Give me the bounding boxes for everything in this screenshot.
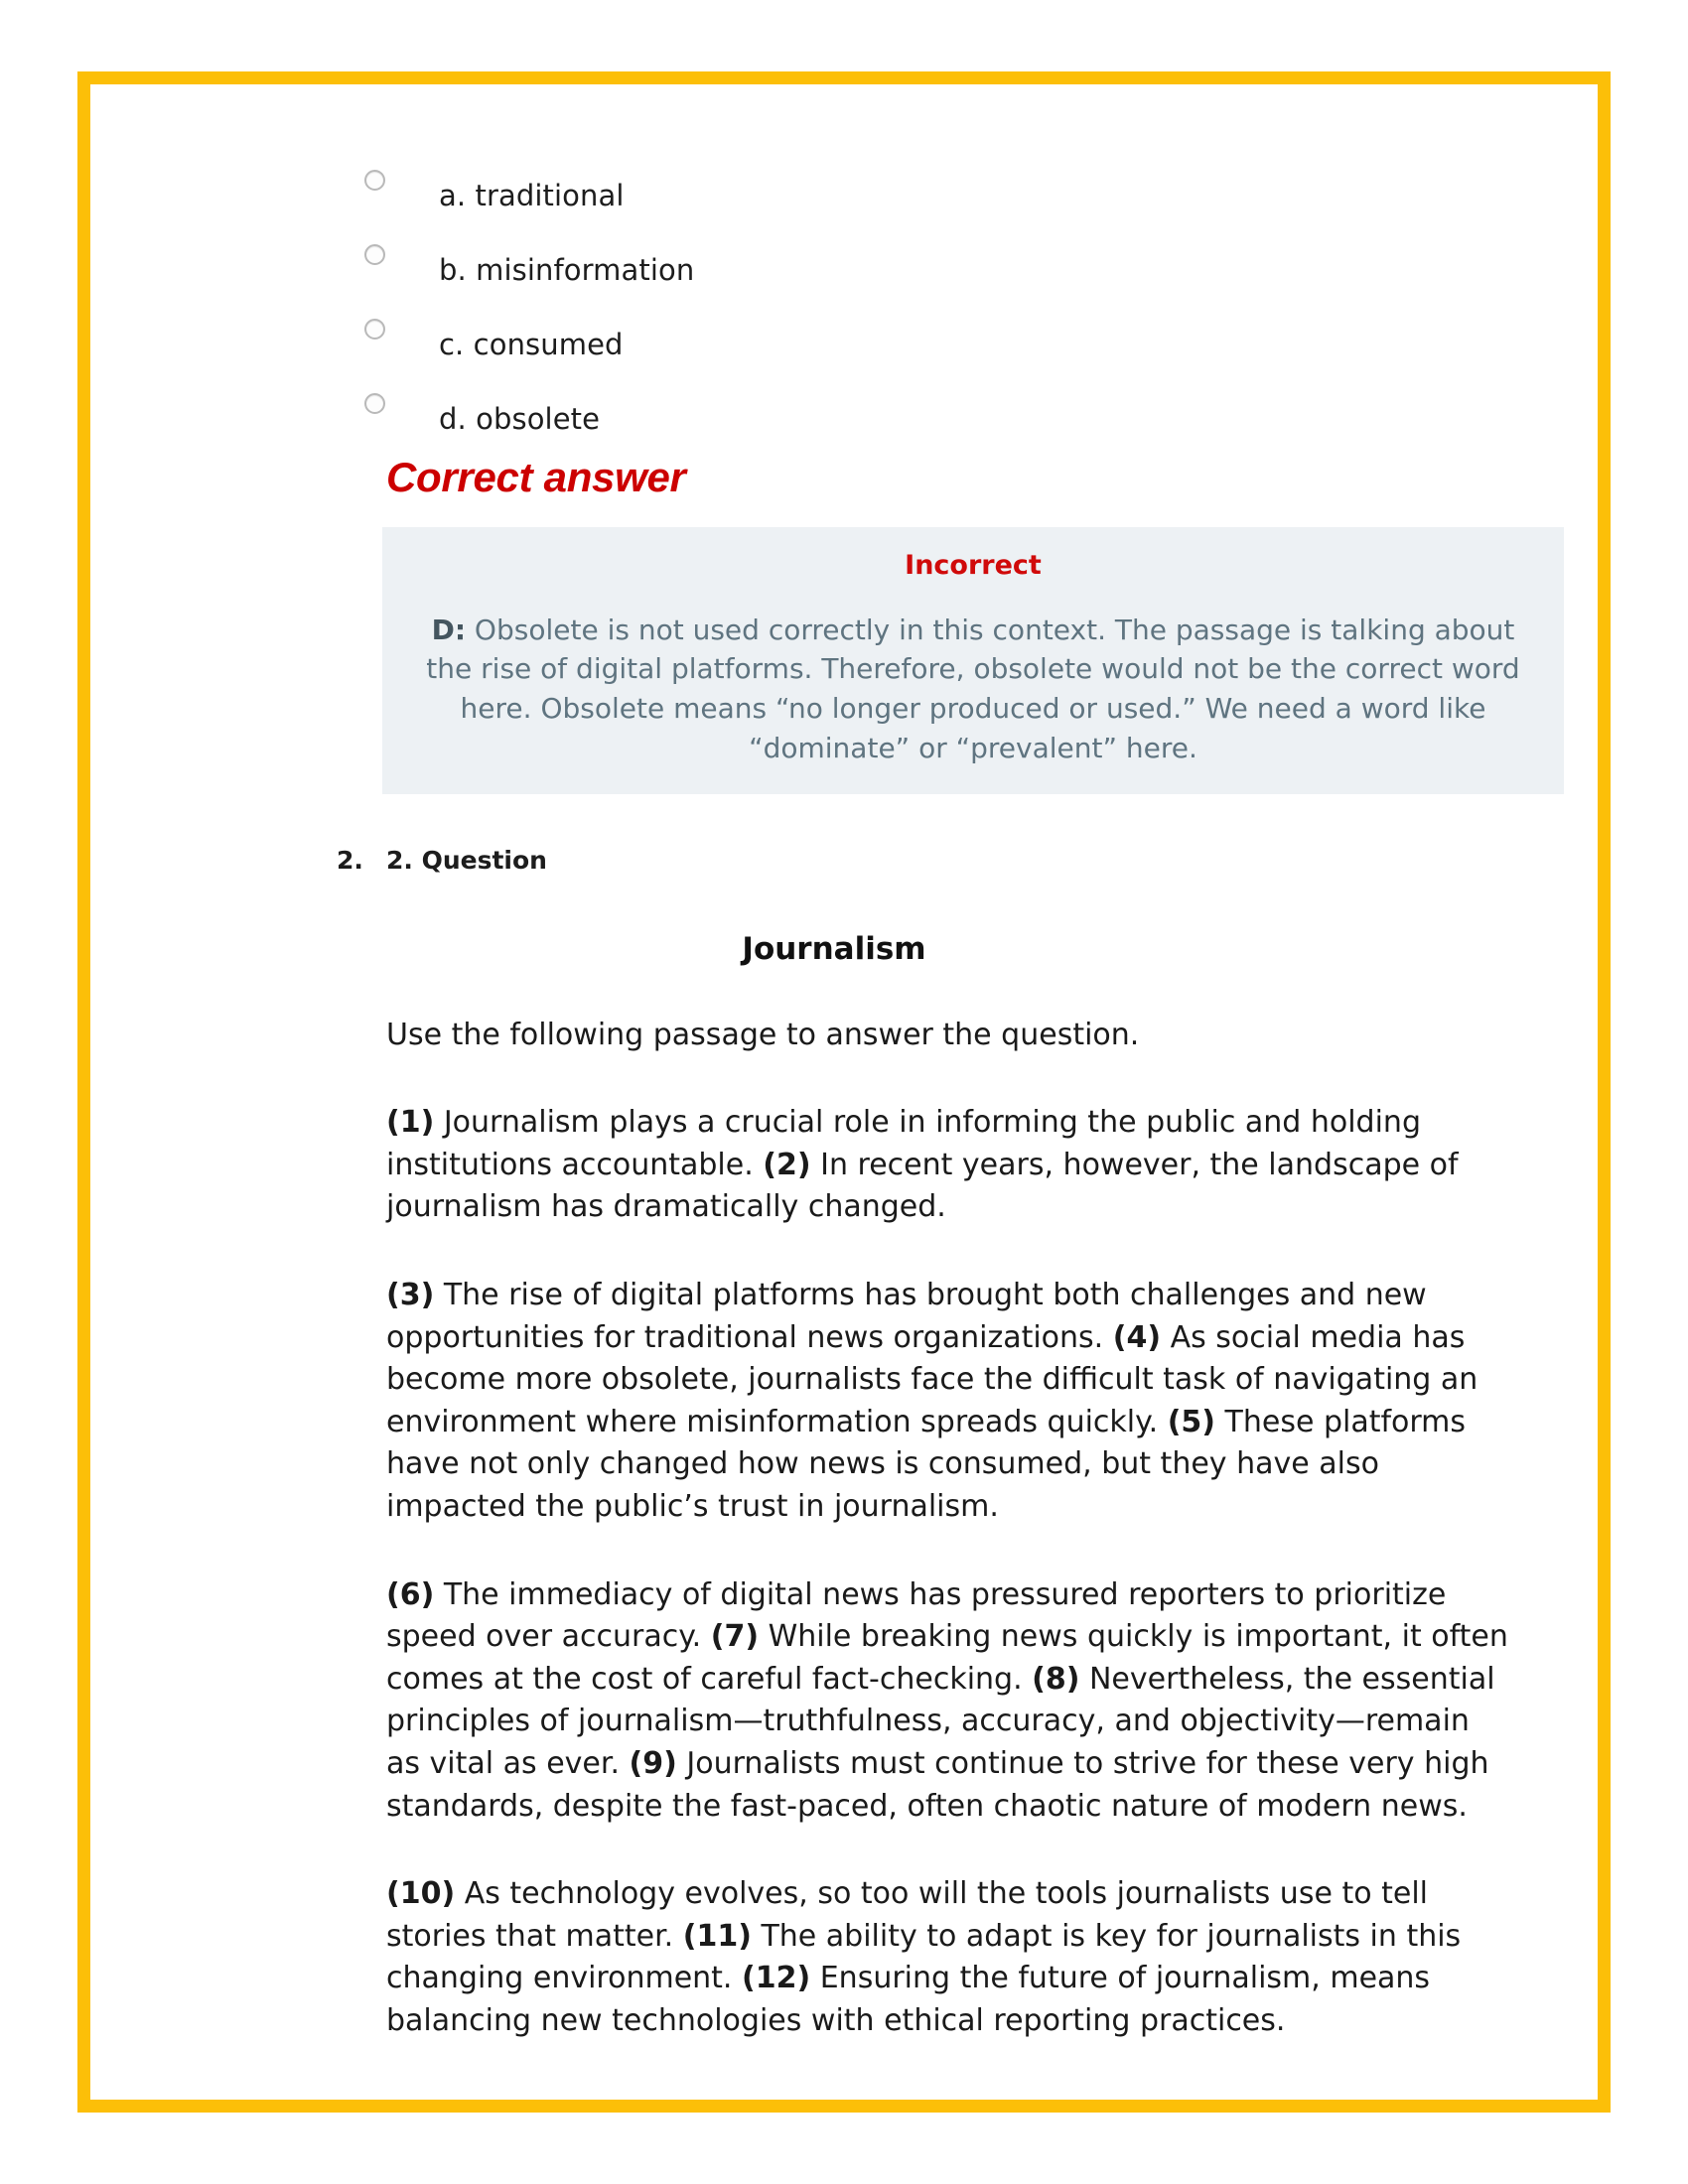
sentence-text: As technology evolves, so too will the tools journalists use to tell stories that matter.	[386, 1876, 1428, 1954]
sentence-number: (7)	[710, 1619, 760, 1655]
passage-paragraph	[386, 1275, 1508, 1529]
feedback-status-badge: Incorrect	[905, 550, 1042, 581]
passage-paragraph	[386, 1873, 1508, 2042]
radio-unselected-icon[interactable]	[364, 170, 385, 191]
feedback-explanation-text: Obsolete is not used correctly in this context. The passage is talking about the rise of digital platforms. Therefore, obsolete would not be the correct word here. Obsolete means “no longer produced or used.” We need a word like “dominate” or “prevalent” here.	[426, 613, 1520, 764]
feedback-explanation	[412, 611, 1534, 768]
passage-paragraph	[386, 1574, 1508, 1829]
answer-option-label: d. obsolete	[439, 402, 601, 436]
sentence-text: While breaking news quickly is important, it often comes at the cost of careful fact-checking.	[386, 1619, 1508, 1697]
sentence-text: Journalism plays a crucial role in informing the public and holding institutions accountable.	[386, 1105, 1421, 1182]
sentence-number: (8)	[1032, 1661, 1080, 1697]
page-border-frame	[77, 71, 1611, 2113]
answer-option[interactable]	[386, 313, 1528, 387]
answer-option-label: b. misinformation	[439, 253, 695, 287]
passage-title: Journalism	[742, 930, 926, 967]
question-marker: 2.	[337, 845, 363, 875]
answer-option[interactable]	[386, 387, 1528, 462]
sentence-text: The immediacy of digital news has pressured reporters to prioritize speed over accuracy.	[386, 1576, 1447, 1655]
sentence-number: (11)	[682, 1918, 752, 1954]
answer-option-label: a. traditional	[439, 179, 625, 212]
sentence-number: (9)	[629, 1746, 677, 1781]
answer-option[interactable]	[386, 238, 1528, 313]
passage-paragraph	[386, 1102, 1508, 1229]
answer-options-list	[160, 164, 1528, 462]
sentence-number: (2)	[763, 1147, 811, 1182]
sentence-text: In recent years, however, the landscape of journalism has dramatically changed.	[386, 1147, 1459, 1225]
radio-unselected-icon[interactable]	[364, 319, 385, 340]
question-label: 2. Question	[386, 845, 547, 875]
sentence-text: Journalists must continue to strive for these very high standards, despite the fast-paced, often chaotic nature of modern news.	[386, 1746, 1489, 1824]
sentence-number: (3)	[386, 1278, 435, 1313]
radio-unselected-icon[interactable]	[364, 244, 385, 265]
feedback-answer-letter: D:	[431, 613, 467, 646]
sentence-text: These platforms have not only changed how news is consumed, but they have also impacted the public’s trust in journalism.	[386, 1404, 1467, 1525]
question-list	[160, 846, 1528, 876]
question-item	[160, 846, 1528, 876]
sentence-text: As social media has become more obsolete, journalists face the difficult task of navigating an environment where misinformation spreads quickly.	[386, 1319, 1478, 1439]
correct-answer-heading: Correct answer	[386, 454, 686, 500]
sentence-number: (12)	[742, 1961, 811, 1996]
sentence-text: The rise of digital platforms has brought both challenges and new opportunities for traditional news organizations.	[386, 1278, 1427, 1355]
sentence-number: (6)	[386, 1576, 435, 1612]
answer-option[interactable]	[386, 164, 1528, 238]
answer-option-label: c. consumed	[439, 328, 624, 361]
sentence-text: The ability to adapt is key for journalists in this changing environment.	[386, 1918, 1462, 1996]
radio-unselected-icon[interactable]	[364, 393, 385, 414]
feedback-box	[382, 527, 1564, 794]
sentence-number: (10)	[386, 1876, 456, 1912]
sentence-number: (5)	[1167, 1404, 1215, 1439]
passage-instruction: Use the following passage to answer the question.	[386, 1017, 1140, 1052]
passage-body	[160, 1015, 1528, 2043]
sentence-number: (4)	[1112, 1319, 1162, 1355]
page-content	[90, 84, 1598, 2083]
sentence-number: (1)	[386, 1105, 435, 1141]
sentence-text: Ensuring the future of journalism, means balancing new technologies with ethical reporting practices.	[386, 1961, 1431, 2038]
sentence-text: Nevertheless, the essential principles of journalism—truthfulness, accuracy, and objectivity—remain as vital as ever.	[386, 1661, 1495, 1781]
